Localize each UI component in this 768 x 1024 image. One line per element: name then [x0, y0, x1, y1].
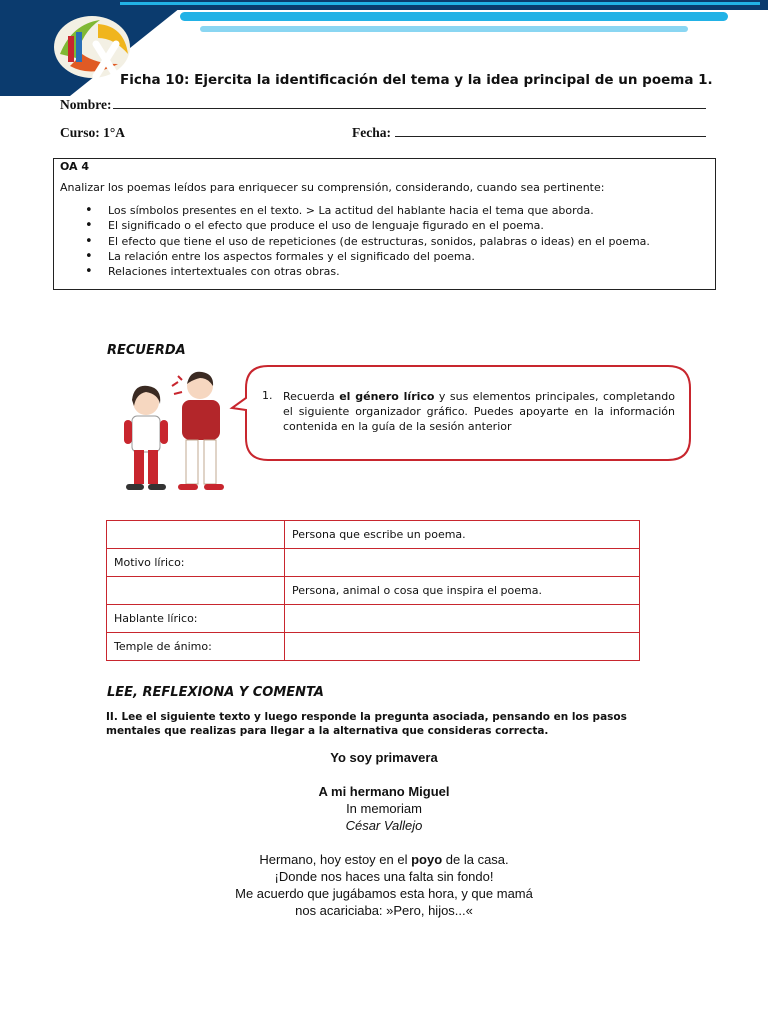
table-row [107, 549, 640, 577]
fecha-line[interactable] [395, 136, 706, 137]
oa-item: • Relaciones intertextuales con otras obras. [85, 265, 650, 280]
oa-title: OA 4 [60, 160, 90, 173]
table-cell-input[interactable] [107, 521, 285, 549]
fecha-label: Fecha: [352, 125, 391, 140]
school-logo-icon [52, 14, 132, 80]
table-cell: Persona, animal o cosa que inspira el poema. [285, 577, 640, 605]
oa-list [85, 204, 650, 280]
oa-item: • El efecto que tiene el uso de repeticiones (de estructuras, sonidos, palabras o ideas) en el poema. [85, 235, 650, 250]
oa-intro: Analizar los poemas leídos para enriquecer su comprensión, considerando, cuando sea pertinente: [60, 181, 605, 194]
poem-line-2: ¡Donde nos haces una falta sin fondo! [274, 869, 494, 884]
oa-item: • Los símbolos presentes en el texto. > La actitud del hablante hacia el tema que aborda. [85, 204, 650, 219]
table-cell-input[interactable] [285, 549, 640, 577]
page-title: Ficha 10: Ejercita la identificación del tema y la idea principal de un poema 1. [120, 72, 713, 88]
oa-item: • El significado o el efecto que produce el uso de lenguaje figurado en el poema. [85, 219, 650, 234]
instruction-text: II. Lee el siguiente texto y luego responde la pregunta asociada, pensando en los pasos mentales que realizas para llegar a la alternativa que consideras correcta. [106, 711, 627, 737]
bubble-number: 1. [262, 389, 273, 402]
table-row [107, 521, 640, 549]
recuerda-heading: RECUERDA [107, 343, 186, 358]
organizer-table [106, 520, 640, 661]
table-cell-input[interactable] [107, 577, 285, 605]
curso-label: Curso: 1°A [60, 125, 126, 140]
table-cell: Temple de ánimo: [107, 633, 285, 661]
lee-heading: LEE, REFLEXIONA Y COMENTA [107, 685, 324, 700]
poem-author: César Vallejo [345, 818, 423, 833]
nombre-label: Nombre: [60, 97, 112, 112]
two-students-icon [112, 370, 242, 496]
nombre-line[interactable] [113, 108, 706, 109]
table-row [107, 633, 640, 661]
table-row [107, 577, 640, 605]
poem-line-4: nos acariciaba: »Pero, hijos...« [295, 903, 473, 918]
poem-title: Yo soy primavera [330, 750, 438, 765]
poem-dedication: In memoriam [346, 801, 422, 816]
table-cell: Motivo lírico: [107, 549, 285, 577]
oa-item: • La relación entre los aspectos formales y el significado del poema. [85, 250, 650, 265]
poem-line-3: Me acuerdo que jugábamos esta hora, y que mamá [235, 886, 533, 901]
table-cell-input[interactable] [285, 605, 640, 633]
table-cell-input[interactable] [285, 633, 640, 661]
table-row [107, 605, 640, 633]
table-cell: Persona que escribe un poema. [285, 521, 640, 549]
poem-subtitle: A mi hermano Miguel [318, 784, 450, 799]
poem-line-1: Hermano, hoy estoy en el poyo de la casa. [259, 852, 509, 867]
table-cell: Hablante lírico: [107, 605, 285, 633]
bubble-text: Recuerda el género lírico y sus elementos principales, completando el siguiente organizador gráfico. Puedes apoyarte en la información contenida en la guía de la sesión anterior [283, 390, 675, 433]
